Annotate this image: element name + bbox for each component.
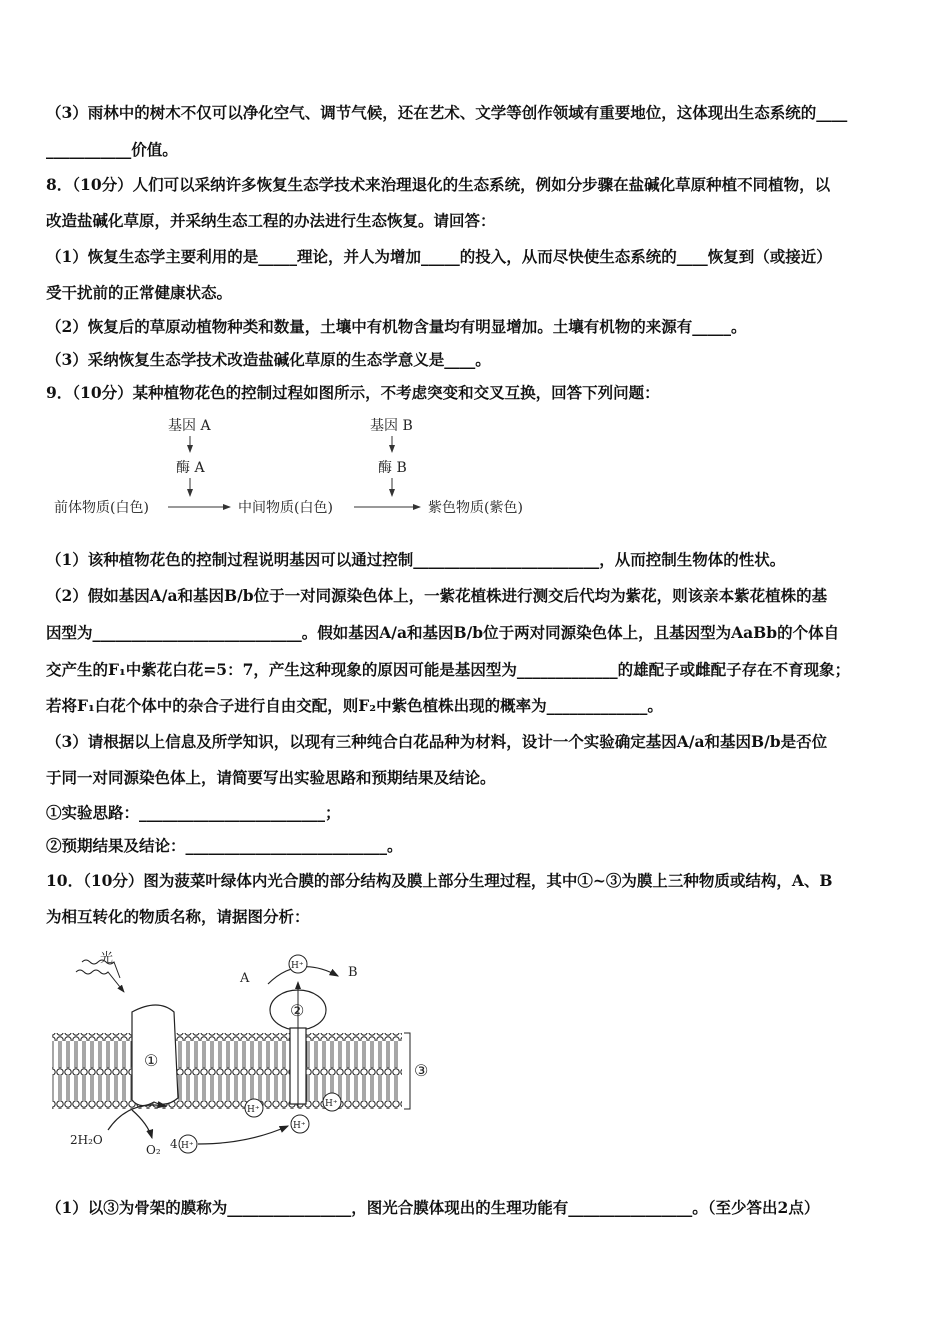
question-8-heading: 8．（10分）人们可以采纳许多恢复生态学技术来治理退化的生态系统，例如分步骤在盐碱化草原种植不同植物，以 <box>46 175 831 194</box>
flower-color-pathway-diagram <box>50 412 570 522</box>
text-line: ①实验思路：________________________； <box>46 803 341 822</box>
question-9-heading: 9．（10分）某种植物花色的控制过程如图所示，不考虑突变和交叉互换，回答下列问题： <box>46 383 660 402</box>
text-line: 为相互转化的物质名称，请据图分析： <box>46 907 310 926</box>
text-line: 受干扰前的正常健康状态。 <box>46 283 233 302</box>
purple-substance-label: 紫色物质(紫色) <box>428 500 523 516</box>
text-line: （3）请根据以上信息及所学知识，以现有三种纯合白花品种为材料，设计一个实验确定基因A/a和基因B/b是否位 <box>46 732 828 751</box>
water-label: 2H₂O <box>70 1133 103 1147</box>
substance-a-label: A <box>240 971 250 986</box>
text-line: （2）假如基因A/a和基因B/b位于一对同源染色体上，一紫花植株进行测交后代均为紫花，则该亲本紫花植株的基 <box>46 586 828 605</box>
text-line: （1）该种植物花色的控制过程说明基因可以通过控制________________________，从而控制生物体的性状。 <box>46 550 786 569</box>
proton-count: 4 <box>170 1137 178 1151</box>
gene-b-label: 基因 B <box>370 418 413 434</box>
structure-1-label: ① <box>144 1051 159 1070</box>
proton-lumen-1: H⁺ <box>247 1105 260 1115</box>
photosynthetic-membrane-diagram <box>48 948 448 1163</box>
text-line: 于同一对同源染色体上，请简要写出实验思路和预期结果及结论。 <box>46 768 496 787</box>
proton-lumen-2: H⁺ <box>325 1099 338 1109</box>
proton-lumen-3: H⁺ <box>293 1121 306 1131</box>
text-line: 改造盐碱化草原，并采纳生态工程的办法进行生态恢复。请回答： <box>46 211 496 230</box>
text-line: （1）以③为骨架的膜称为________________，图光合膜体现出的生理功能有________________。（至少答出2点） <box>46 1198 820 1217</box>
enzyme-a-label: 酶 A <box>176 460 205 476</box>
substance-b-label: B <box>348 965 358 980</box>
intermediate-label: 中间物质(白色) <box>238 500 333 516</box>
oxygen-label: O₂ <box>146 1143 161 1157</box>
text-line: （2）恢复后的草原动植物种类和数量，土壤中有机物含量均有明显增加。土壤有机物的来源有_____。 <box>46 317 747 336</box>
proton-bottom: H⁺ <box>181 1141 194 1151</box>
gene-a-label: 基因 A <box>168 418 211 434</box>
text-line: （3）采纳恢复生态学技术改造盐碱化草原的生态学意义是____。 <box>46 350 491 369</box>
light-label: 光 <box>100 951 114 966</box>
text-line: （3）雨林中的树木不仅可以净化空气、调节气候，还在艺术、文学等创作领域有重要地位，这体现出生态系统的____ <box>46 103 848 122</box>
text-line: 因型为___________________________。假如基因A/a和基因B/b位于两对同源染色体上，且基因型为AaBb的个体自 <box>46 623 840 642</box>
question-10-heading: 10．（10分）图为菠菜叶绿体内光合膜的部分结构及膜上部分生理过程，其中①~③为膜上三种物质或结构，A、B <box>46 871 833 890</box>
structure-3-label: ③ <box>414 1061 429 1080</box>
structure-2-label: ② <box>290 1001 305 1020</box>
text-line: ②预期结果及结论：__________________________。 <box>46 836 403 855</box>
precursor-label: 前体物质(白色) <box>54 500 149 516</box>
text-line: 若将F₁白花个体中的杂合子进行自由交配，则F₂中紫色植株出现的概率为_____________。 <box>46 696 663 715</box>
text-line: 交产生的F₁中紫花白花=5：7，产生这种现象的原因可能是基因型为_____________的雄配子或雌配子存在不育现象； <box>46 660 851 679</box>
text-line: （1）恢复生态学主要利用的是_____理论，并人为增加_____的投入，从而尽快使生态系统的____恢复到（或接近） <box>46 247 832 266</box>
text-line: ___________价值。 <box>46 140 178 159</box>
enzyme-b-label: 酶 B <box>378 460 407 476</box>
proton-top: H⁺ <box>291 961 304 971</box>
